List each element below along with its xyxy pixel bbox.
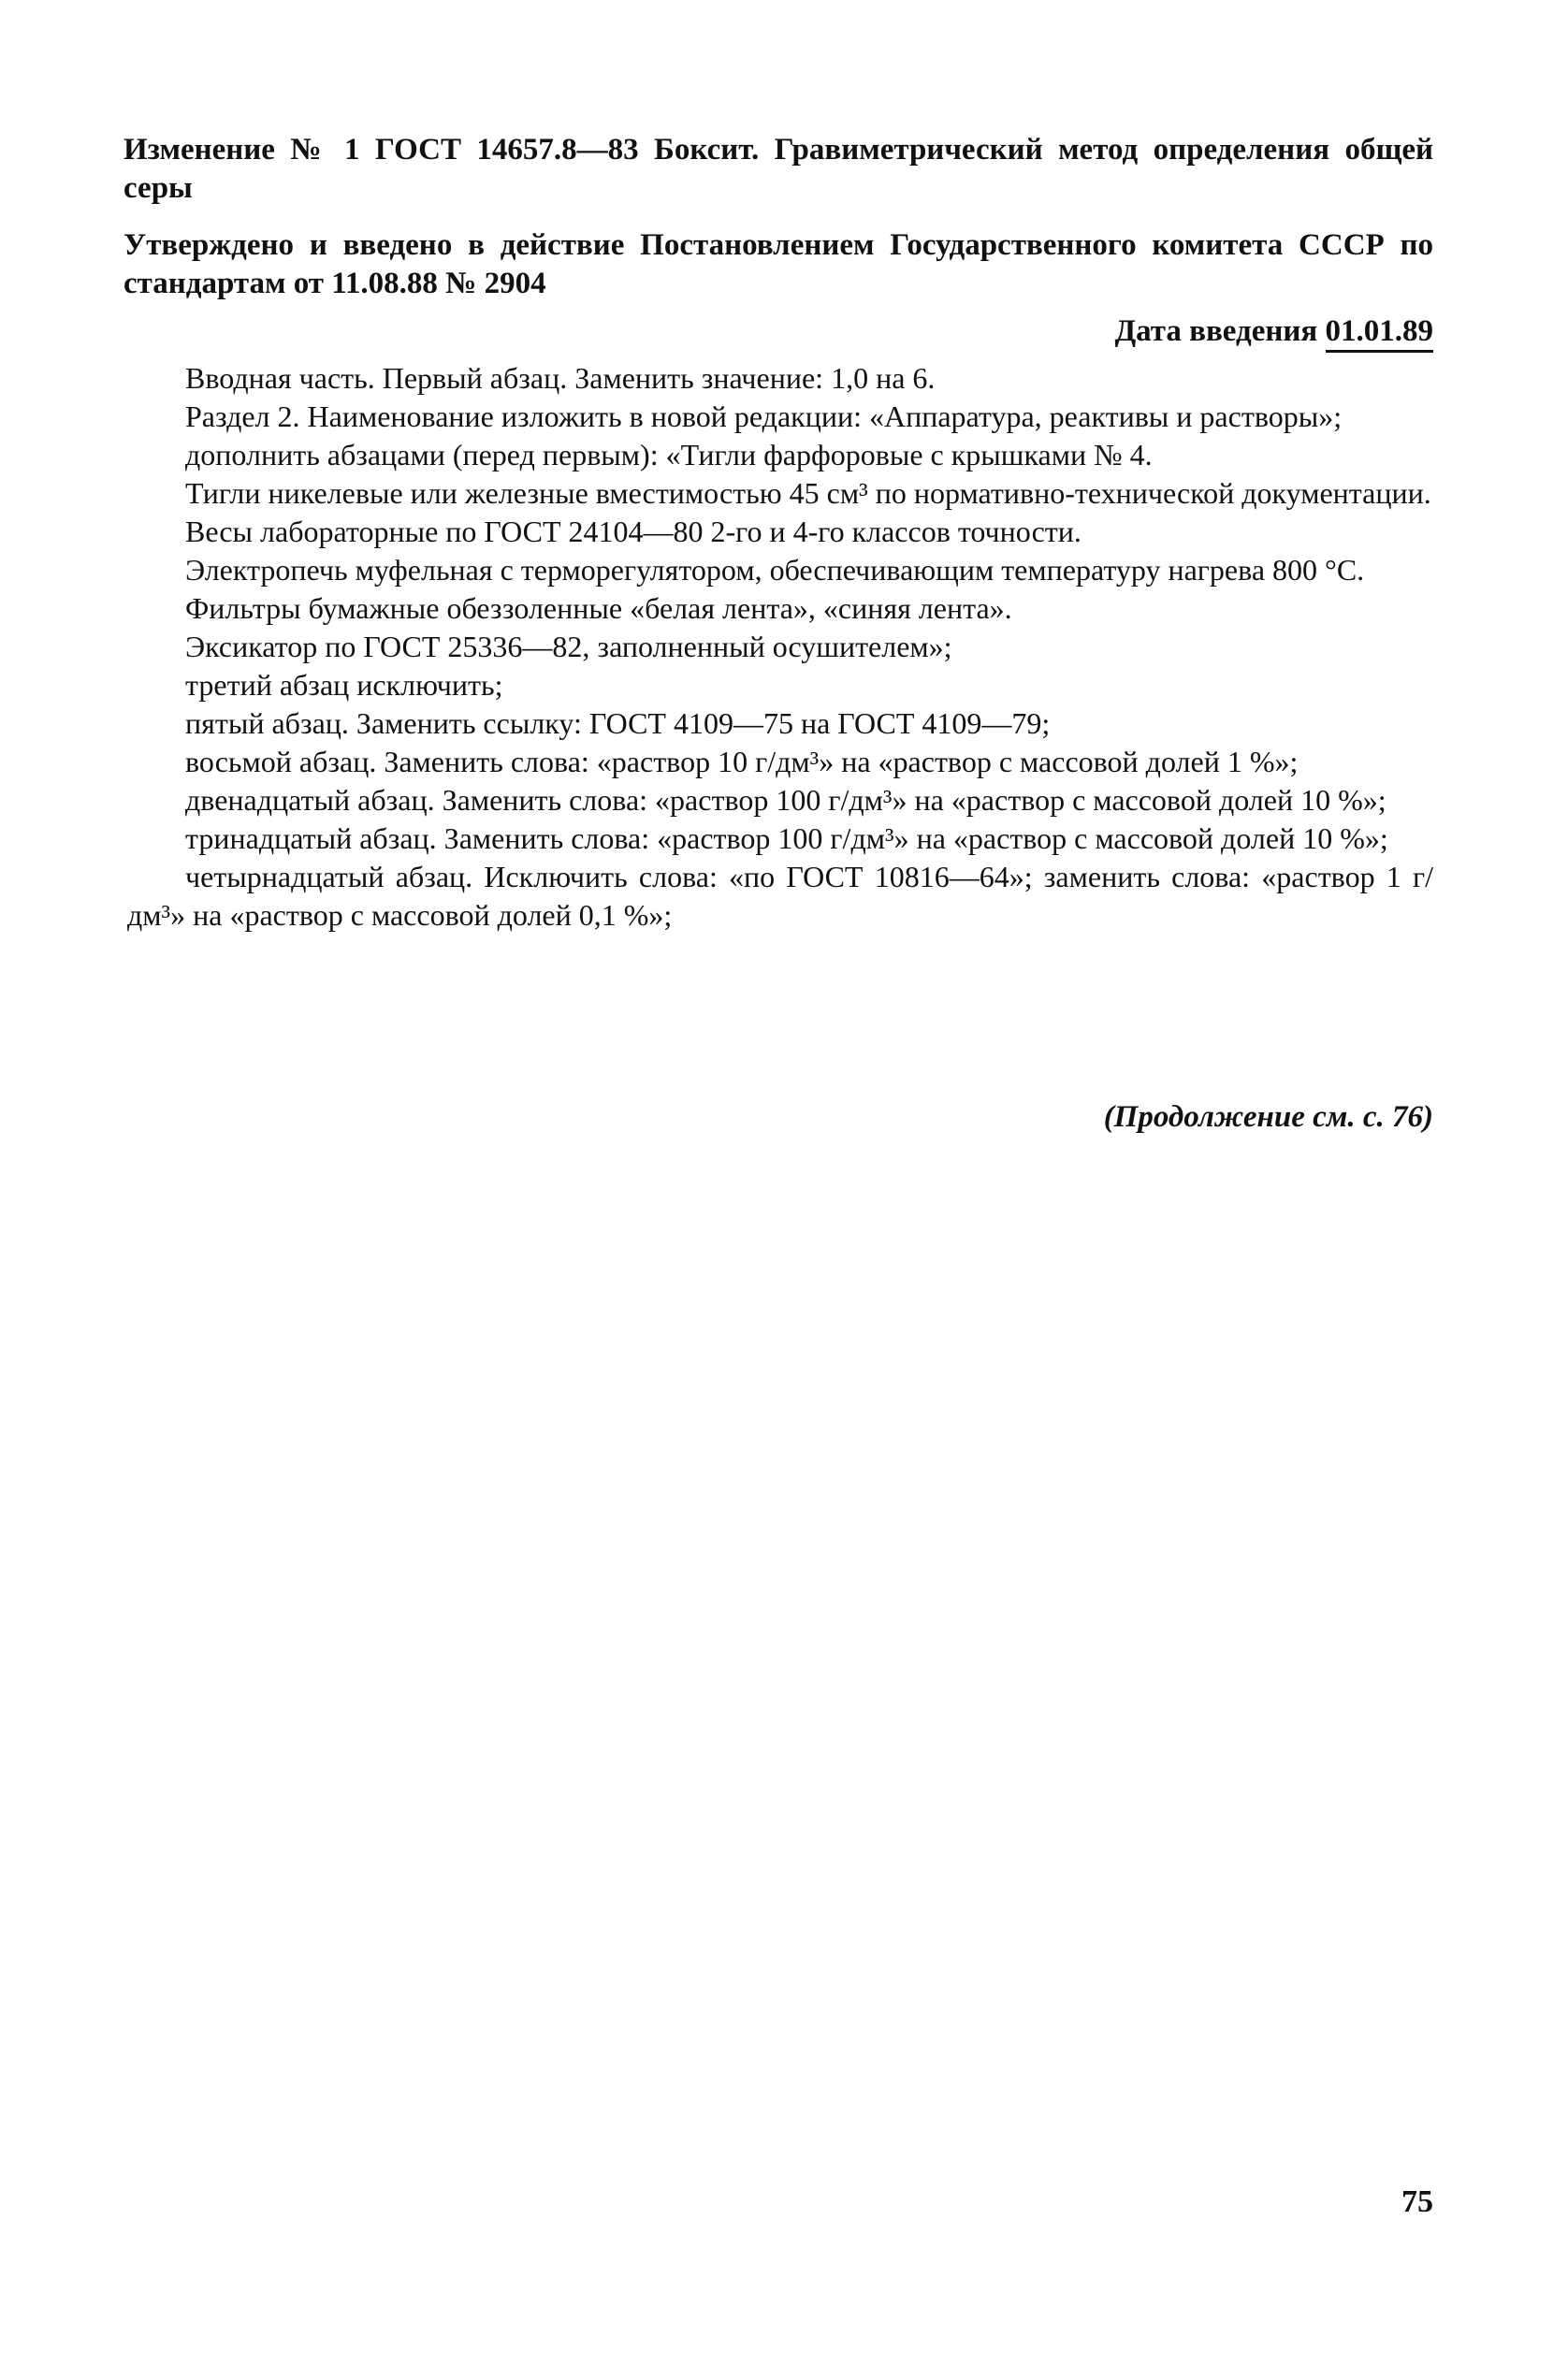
paragraph: двенадцатый абзац. Заменить слова: «раствор 100 г/дм³» на «раствор с массовой долей 10 %»; (185, 783, 1387, 817)
paragraph: Весы лабораторные по ГОСТ 24104—80 2-го и 4-го классов точности. (185, 515, 1082, 548)
paragraph: восьмой абзац. Заменить слова: «раствор 10 г/дм³» на «раствор с массовой долей 1 %»; (185, 745, 1299, 778)
paragraph: пятый абзац. Заменить ссылку: ГОСТ 4109—75 на ГОСТ 4109—79; (185, 706, 1051, 740)
effective-date (123, 312, 1433, 351)
effective-date-label: Дата введения (1114, 314, 1318, 348)
approval-statement: Утверждено и введено в действие Постановлением Государственного комитета СССР по стандартам от 11.08.88 № 2904 (123, 228, 1433, 300)
paragraph: Тигли никелевые или железные вместимостью 45 см³ по нормативно-технической документации. (185, 476, 1431, 510)
paragraph: тринадцатый абзац. Заменить слова: «раствор 100 г/дм³» на «раствор с массовой долей 10 %»; (185, 821, 1388, 855)
effective-date-value: 01.01.89 (1326, 314, 1434, 353)
continuation-note: (Продолжение см. с. 76) (1103, 1100, 1433, 1134)
paragraph: третий абзац исключить; (185, 668, 503, 702)
paragraph: Раздел 2. Наименование изложить в новой редакции: «Аппаратура, реактивы и растворы»; (185, 399, 1343, 433)
amendment-title: Изменение № 1 ГОСТ 14657.8—83 Боксит. Гравиметрический метод определения общей серы (123, 133, 1433, 205)
paragraph: Эксикатор по ГОСТ 25336—82, заполненный осушителем»; (185, 630, 952, 663)
paragraph: Электропечь муфельная с терморегулятором, обеспечивающим температуру нагрева 800 °С. (185, 553, 1365, 587)
document-body (127, 359, 1433, 935)
paragraph: Фильтры бумажные обеззоленные «белая лента», «синяя лента». (185, 591, 1012, 625)
paragraph: четырнадцатый абзац. Исключить слова: «по ГОСТ 10816—64»; заменить слова: «раствор 1 г/дм³» на «раствор с массовой долей 0,1 %»; (127, 860, 1433, 932)
paragraph: дополнить абзацами (перед первым): «Тигли фарфоровые с крышками № 4. (185, 438, 1153, 472)
paragraph: Вводная часть. Первый абзац. Заменить значение: 1,0 на 6. (185, 361, 936, 395)
document-header (123, 131, 1433, 351)
page-number: 75 (1401, 2184, 1433, 2219)
